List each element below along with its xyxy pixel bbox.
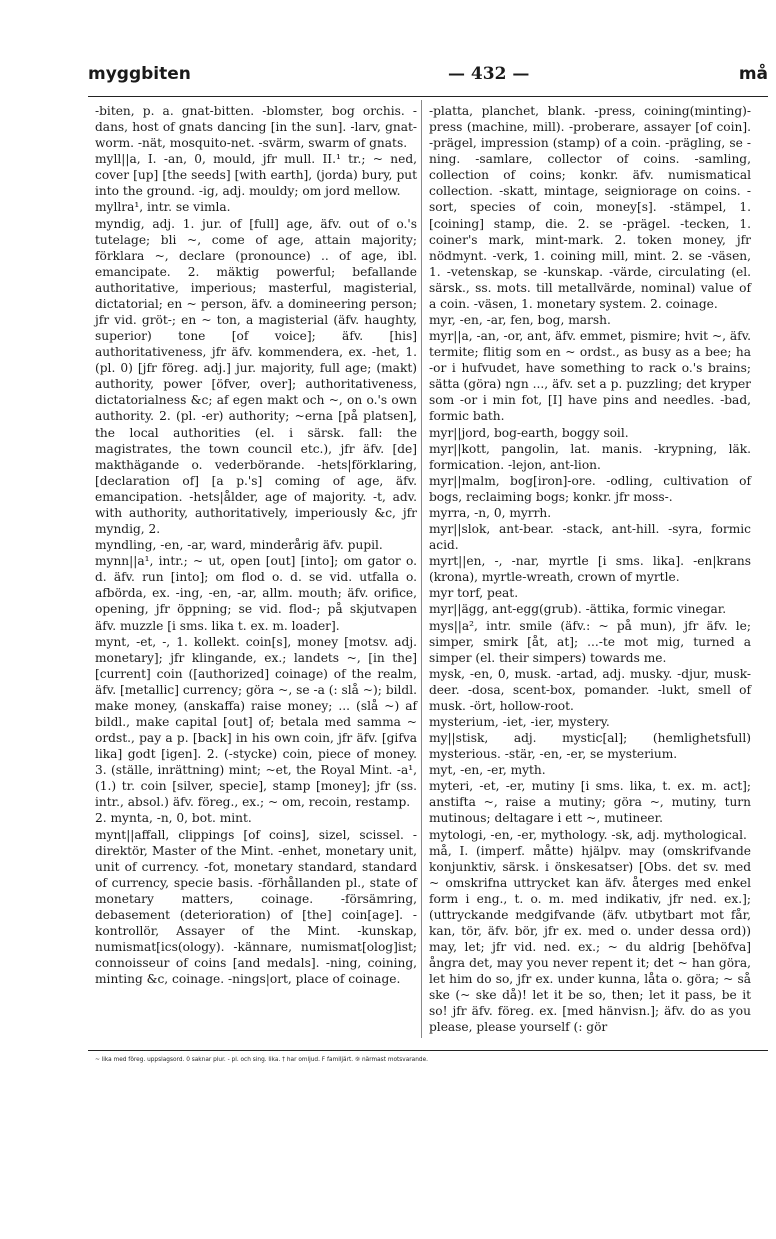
- right-column: [429, 103, 751, 1036]
- header-right-word: må: [738, 64, 768, 84]
- left-column: [95, 103, 417, 987]
- dictionary-entry: 2. mynta, -n, 0, bot. mint.: [95, 811, 252, 826]
- dictionary-entry: myr||slok, ant-bear. -stack, ant-hill. -syra, formic acid.: [429, 522, 751, 553]
- dictionary-entry: mysterium, -iet, -ier, mystery.: [429, 714, 610, 729]
- dictionary-entry: myndig, adj. 1. jur. of [full] age, äfv. out of o.'s tutelage; bli ~, come of age, attain majority; förklara ~, declare (pronounce) .. of age, ibl. emancipate. 2. mäktig powerful; befallande authoritative, imperious; masterful, magisterial, dictatorial; en ~ person, äfv. a domineering person; jfr vid. gröt-; en ~ ton, a magisterial (äfv. haughty, superior) tone [of voice]; äfv. [his] authoritativeness, jfr äfv. kommendera, ex. -het, 1. (pl. 0) [jfr föreg. adj.] jur. majority, full age; (makt) authority, power [öfver, over]; authoritativeness, dictatorialness &c; af egen makt och ~, on o.'s own authority. 2. (pl. -er) authority; ~erna [på platsen], the local authorities (el. i särsk. fall: the magistrates, the town council etc.), jfr äfv. [de] makthägande o. vederbörande. -hets|förklaring, [declaration of] [a p.'s] coming of age, äfv. emancipation. -hets|ålder, age of majority. -t, adv. with authority, authoritatively, imperiously &c, jfr myndig, 2.: [95, 216, 417, 537]
- dictionary-entry: mys||a², intr. smile (äfv.: ~ på mun), jfr äfv. le; simper, smirk [åt, at]; ...-te mot mig, turned a simper (el. their simpers) towards me.: [429, 618, 751, 665]
- dictionary-entry: mynn||a¹, intr.; ~ ut, open [out] [into]; om gator o. d. äfv. run [into]; om flod o. d. se vid. utfalla o. afbörda, ex. -ing, -en, -ar, allm. mouth; äfv. orifice, opening, jfr öppning; se vid. flod-; på skjutvapen äfv. muzzle [i sms. lika t. ex. m. loader].: [95, 554, 417, 633]
- dictionary-entry: -platta, planchet, blank. -press, coining(minting)-press (machine, mill). -proberare, assayer [of coin]. -prägel, impression (stamp) of a coin. -prägling, se -ning. -samlare, collector of coins. -samling, collection of coins; konkr. äfv. numismatical collection. -skatt, mintage, seigniorage on coins. -sort, species of coin, money[s]. -stämpel, 1. [coining] stamp, die. 2. se -prägel. -tecken, 1. coiner's mark, mint-mark. 2. token money, jfr nödmynt. -verk, 1. coining mill, mint. 2. se -väsen, 1. -vetenskap, se -kunskap. -värde, circulating (el. särsk., ss. mots. till metallvärde, nominal) value of a coin. -väsen, 1. monetary system. 2. coinage.: [429, 104, 751, 311]
- dictionary-entry: mynt, -et, -, 1. kollekt. coin[s], money [motsv. adj. monetary]; jfr klingande, ex.; landets ~, [in the] [current] coin ([authorized] coinage) of the realm, äfv. [metallic] currency; göra ~, se -a (: slå ~); bildl. make money, (anskaffa) raise money; ... (slå ~) af bildl., make capital [out] of; betala med samma ~ ordst., pay a p. [back] in his own coin, jfr äfv. [gifva lika] godt [igen]. 2. (-stycke) coin, piece of money. 3. (ställe, inrättning) mint; ~et, the Royal Mint. -a¹,(1.) tr. coin [silver, specie], stamp [money]; jfr (ss. intr., absol.) äfv. föreg., ex.; ~ om, recoin, restamp.: [95, 634, 417, 810]
- dictionary-entry: myr, -en, -ar, fen, bog, marsh.: [429, 313, 611, 328]
- dictionary-entry: myrra, -n, 0, myrrh.: [429, 505, 552, 520]
- dictionary-entry: -biten, p. a. gnat-bitten. -blomster, bog orchis. -dans, host of gnats dancing [in the sun]. -larv, gnat-worm. -nät, mosquito-net. -svärm, swarm of gnats.: [95, 104, 417, 151]
- dictionary-entry: myll||a, I. -an, 0, mould, jfr mull. II.¹ tr.; ~ ned, cover [up] [the seeds] [with earth], (jorda) bury, put into the ground. -ig, adj. mouldy; om jord mellow.: [95, 152, 417, 199]
- dictionary-entry: må, I. (imperf. måtte) hjälpv. may (omskrifvande konjunktiv, särsk. i önskesatser) [Obs. det sv. med ~ omskrifna uttrycket kan äfv. återges med enkel form i eng., t. o. m. med indikativ, jfr ned. ex.]; (uttryckande medgifvande (äfv. utbytbart mot får, kan, tör, äfv. bör, jfr ex. med o. under dessa ord)) may, let; jfr vid. ned. ex.; ~ du aldrig [behöfva] ångra det, may you never repent it; det ~ han göra, let him do so, jfr ex. under kunna, låta o. göra; ~ så ske (~ ske då)! let it be so, then; let it pass, be it so! jfr äfv. föreg. ex. [med hänvisn.]; äfv. do as you please, please yourself (: gör: [429, 843, 751, 1035]
- column-divider: [421, 100, 422, 1038]
- dictionary-entry: myr||malm, bog[iron]-ore. -odling, cultivation of bogs, reclaiming bogs; konkr. jfr moss-.: [429, 473, 751, 504]
- dictionary-entry: myllra¹, intr. se vimla.: [95, 200, 231, 215]
- dictionary-entry: myrt||en, -, -nar, myrtle [i sms. lika]. -en|krans (krona), myrtle-wreath, crown of myrtle.: [429, 554, 751, 585]
- dictionary-entry: mynt||affall, clippings [of coins], sizel, scissel. -direktör, Master of the Mint. -enhet, monetary unit, unit of currency. -fot, monetary standard, standard of currency, specie basis. -förhållanden pl., state of monetary matters, coinage. -försämring, debasement (deterioration) of [the] coin[age]. -kontrollör, Assayer of the Mint. -kunskap, numismat[ics(ology). -kännare, numismat[olog]ist; connoisseur of coins [and medals]. -ning, coining, minting &c, coinage. -nings|ort, place of coinage.: [95, 827, 417, 987]
- footer-rule: [88, 1050, 768, 1051]
- dictionary-entry: myt, -en, -er, myth.: [429, 763, 546, 778]
- page-header: [88, 62, 768, 92]
- dictionary-entry: myr torf, peat.: [429, 586, 519, 601]
- dictionary-entry: myteri, -et, -er, mutiny [i sms. lika, t. ex. m. act]; anstifta ~, raise a mutiny; göra ~, mutiny, turn mutinous; deltagare i ett ~, mutineer.: [429, 779, 751, 826]
- page-number: — 432 —: [448, 64, 530, 84]
- dictionary-entry: myndling, -en, -ar, ward, minderårig äfv. pupil.: [95, 538, 383, 553]
- dictionary-entry: myr||ägg, ant-egg(grub). -ättika, formic vinegar.: [429, 602, 727, 617]
- dictionary-entry: myr||a, -an, -or, ant, äfv. emmet, pismire; hvit ~, äfv. termite; flitig som en ~ ordst., as busy as a bee; ha -or i hufvudet, have something to rack o.'s brains; sätta (göra) ngn ..., äfv. set a p. puzzling; det kryper som -or i min fot, [I] have pins and needles. -bad, formic bath.: [429, 329, 751, 424]
- dictionary-entry: myr||jord, bog-earth, boggy soil.: [429, 425, 629, 440]
- header-left-word: myggbiten: [88, 64, 191, 84]
- header-rule: [88, 96, 768, 97]
- dictionary-entry: mytologi, -en, -er, mythology. -sk, adj. mythological.: [429, 827, 747, 842]
- dictionary-entry: mysk, -en, 0, musk. -artad, adj. musky. -djur, musk-deer. -dosa, scent-box, pomander. -lukt, smell of musk. -ört, hollow-root.: [429, 666, 751, 713]
- abbreviation-legend: ~ lika med föreg. uppslagsord. 0 saknar plur. - pl. och sing. lika. † har omljud. F familjärt. ⑨ närmast motsvarande.: [95, 1057, 428, 1063]
- dictionary-entry: my||stisk, adj. mystic[al]; (hemlighetsfull) mysterious. -stär, -en, -er, se mysterium.: [429, 731, 751, 762]
- dictionary-entry: myr||kott, pangolin, lat. manis. -krypning, läk. formication. -lejon, ant-lion.: [429, 441, 751, 472]
